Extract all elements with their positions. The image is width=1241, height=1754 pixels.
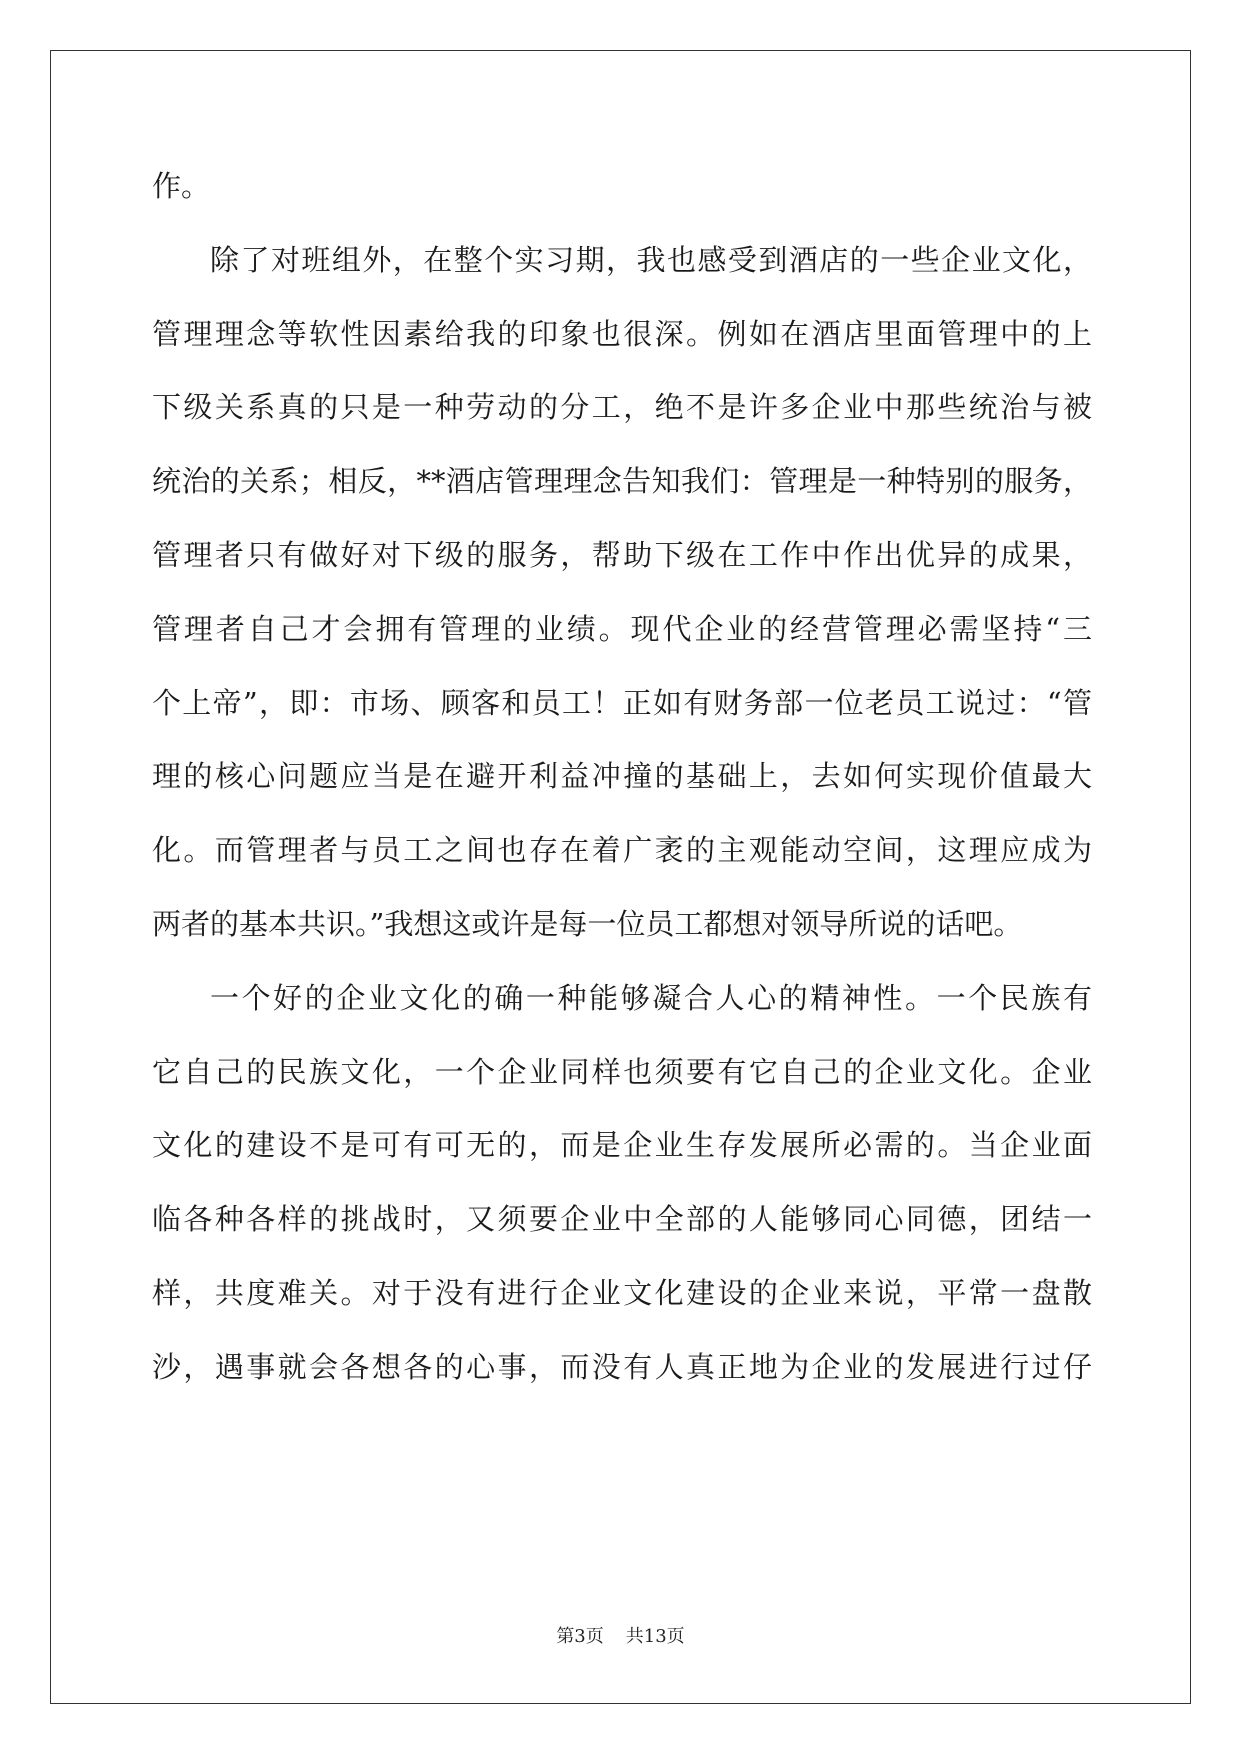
- text-line: 化。而管理者与员工之间也存在着广袤的主观能动空间，这理应成为: [152, 833, 1092, 868]
- text-line: 它自己的民族文化，一个企业同样也须要有它自己的企业文化。企业: [152, 1054, 1092, 1089]
- text-line: 统治的关系；相反，**酒店管理理念告知我们：管理是一种特别的服务，: [152, 464, 1092, 499]
- text-line: 下级关系真的只是一种劳动的分工，绝不是许多企业中那些统治与被: [152, 390, 1092, 425]
- page-footer: [0, 1626, 1241, 1648]
- text-line: 临各种各样的挑战时，又须要企业中全部的人能够同心同德，团结一: [152, 1202, 1092, 1237]
- page-total: 共13页: [625, 1626, 685, 1647]
- document-body: [152, 168, 1092, 1423]
- paragraph-first-line: 除了对班组外，在整个实习期，我也感受到酒店的一些企业文化，: [210, 242, 1092, 277]
- text-line: 作。: [152, 169, 211, 203]
- text-line: 个上帝”，即：市场、顾客和员工！正如有财务部一位老员工说过：“管: [152, 685, 1092, 720]
- text-line: 样，共度难关。对于没有进行企业文化建设的企业来说，平常一盘散: [152, 1275, 1092, 1310]
- page-number: 第3页: [556, 1626, 604, 1647]
- paragraph-first-line: 一个好的企业文化的确一种能够凝合人心的精神性。一个民族有: [210, 980, 1092, 1015]
- text-line: 理的核心问题应当是在避开利益冲撞的基础上，去如何实现价值最大: [152, 759, 1092, 794]
- text-line: 沙，遇事就会各想各的心事，而没有人真正地为企业的发展进行过仔: [152, 1349, 1092, 1384]
- text-line: 管理理念等软性因素给我的印象也很深。例如在酒店里面管理中的上: [152, 316, 1092, 351]
- text-line: 管理者自己才会拥有管理的业绩。现代企业的经营管理必需坚持“三: [152, 611, 1092, 646]
- text-line: 管理者只有做好对下级的服务，帮助下级在工作中作出优异的成果，: [152, 537, 1092, 572]
- text-line: 文化的建设不是可有可无的，而是企业生存发展所必需的。当企业面: [152, 1128, 1092, 1163]
- text-line: 两者的基本共识。”我想这或许是每一位员工都想对领导所说的话吧。: [152, 906, 1023, 941]
